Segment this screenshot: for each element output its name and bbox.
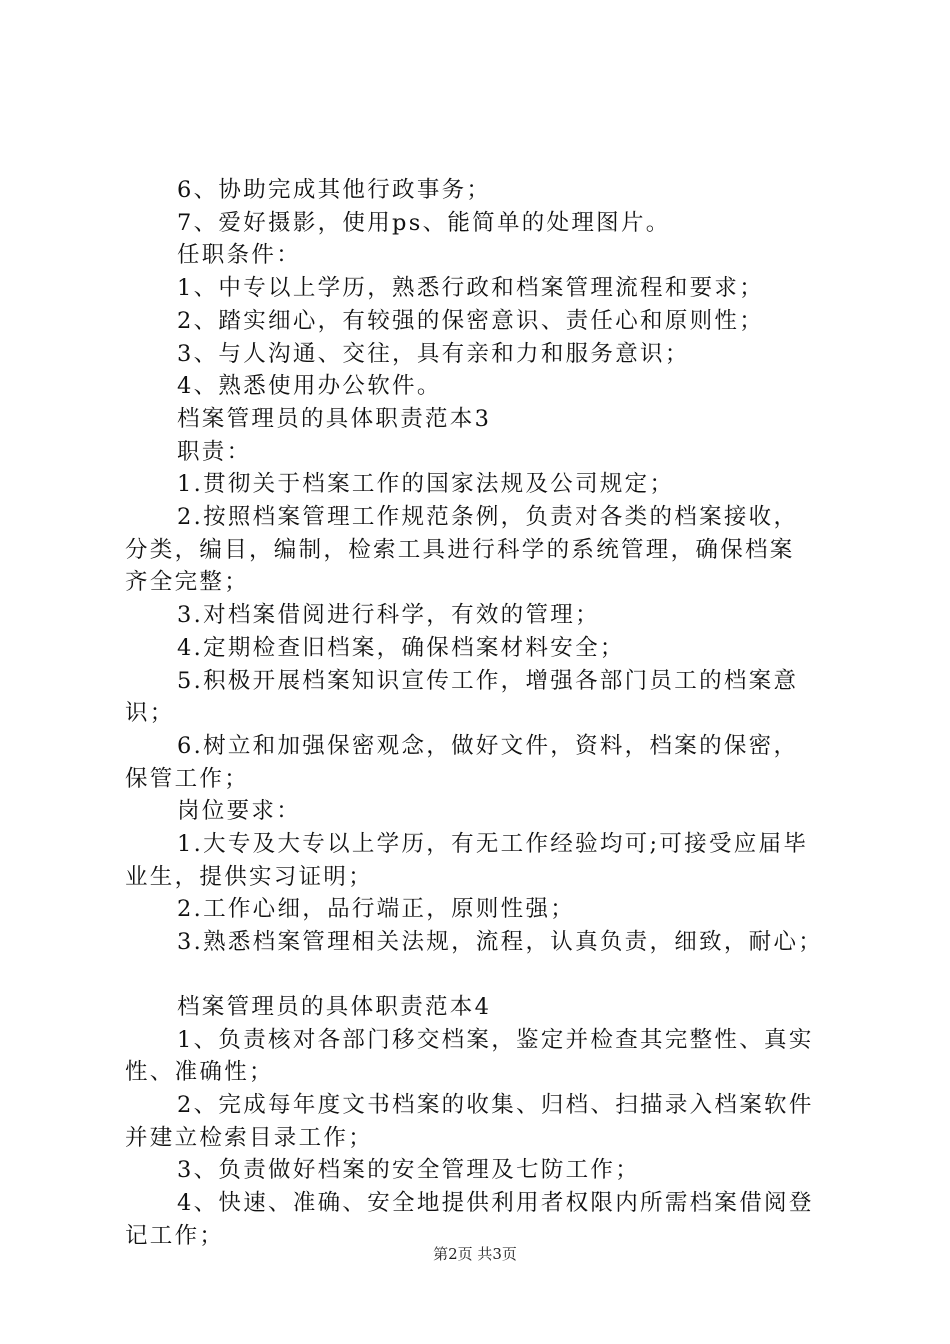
paragraph-continuation: 齐全完整； (125, 569, 250, 596)
paragraph-continuation: 业生，提供实习证明； (125, 863, 374, 890)
section-title: 档案管理员的具体职责范本3 (177, 405, 492, 432)
paragraph-line: 3、负责做好档案的安全管理及七防工作； (177, 1157, 641, 1184)
paragraph-line: 4、快速、准确、安全地提供利用者权限内所需档案借阅登 (177, 1190, 814, 1217)
paragraph-continuation: 并建立检索目录工作； (125, 1124, 374, 1151)
paragraph-line: 1、中专以上学历，熟悉行政和档案管理流程和要求； (177, 275, 765, 302)
paragraph-line: 2、踏实细心，有较强的保密意识、责任心和原则性； (177, 307, 765, 334)
paragraph-line: 2.按照档案管理工作规范条例，负责对各类的档案接收， (177, 504, 799, 531)
paragraph-line: 6、协助完成其他行政事务； (177, 177, 492, 203)
paragraph-line: 1.大专及大专以上学历，有无工作经验均可;可接受应届毕 (177, 831, 809, 858)
paragraph-line: 4、熟悉使用办公软件。 (177, 373, 442, 400)
paragraph-continuation: 分类，编目，编制，检索工具进行科学的系统管理，确保档案 (125, 536, 795, 563)
paragraph-line: 2.工作心细，品行端正，原则性强； (177, 896, 576, 923)
section-title: 档案管理员的具体职责范本4 (177, 993, 492, 1020)
paragraph-line: 3、与人沟通、交往，具有亲和力和服务意识； (177, 340, 690, 367)
paragraph-line: 3.对档案借阅进行科学，有效的管理； (177, 602, 600, 629)
blank-line (125, 959, 830, 991)
document-body (125, 174, 830, 1253)
paragraph-line: 6.树立和加强保密观念，做好文件，资料，档案的保密， (177, 732, 799, 759)
paragraph-continuation: 识； (125, 700, 175, 727)
paragraph-line: 1.贯彻关于档案工作的国家法规及公司规定； (177, 471, 675, 498)
section-heading: 岗位要求： (177, 798, 302, 825)
paragraph-line: 7、爱好摄影，使用ps、能简单的处理图片。 (177, 209, 671, 236)
paragraph-line: 4.定期检查旧档案，确保档案材料安全； (177, 634, 625, 661)
paragraph-line: 5.积极开展档案知识宣传工作，增强各部门员工的档案意 (177, 667, 799, 694)
section-heading: 职责： (177, 438, 252, 465)
paragraph-continuation: 性、准确性； (125, 1059, 274, 1086)
paragraph-line: 1、负责核对各部门移交档案，鉴定并检查其完整性、真实 (177, 1026, 814, 1053)
section-heading: 任职条件： (177, 242, 302, 269)
paragraph-continuation: 保管工作； (125, 765, 250, 792)
paragraph-line: 3.熟悉档案管理相关法规，流程，认真负责，细致，耐心； (177, 929, 824, 956)
paragraph-continuation: 记工作； (125, 1222, 225, 1249)
paragraph-line: 2、完成每年度文书档案的收集、归档、扫描录入档案软件 (177, 1091, 814, 1118)
page-footer: 第2页 共3页 (433, 1245, 517, 1263)
